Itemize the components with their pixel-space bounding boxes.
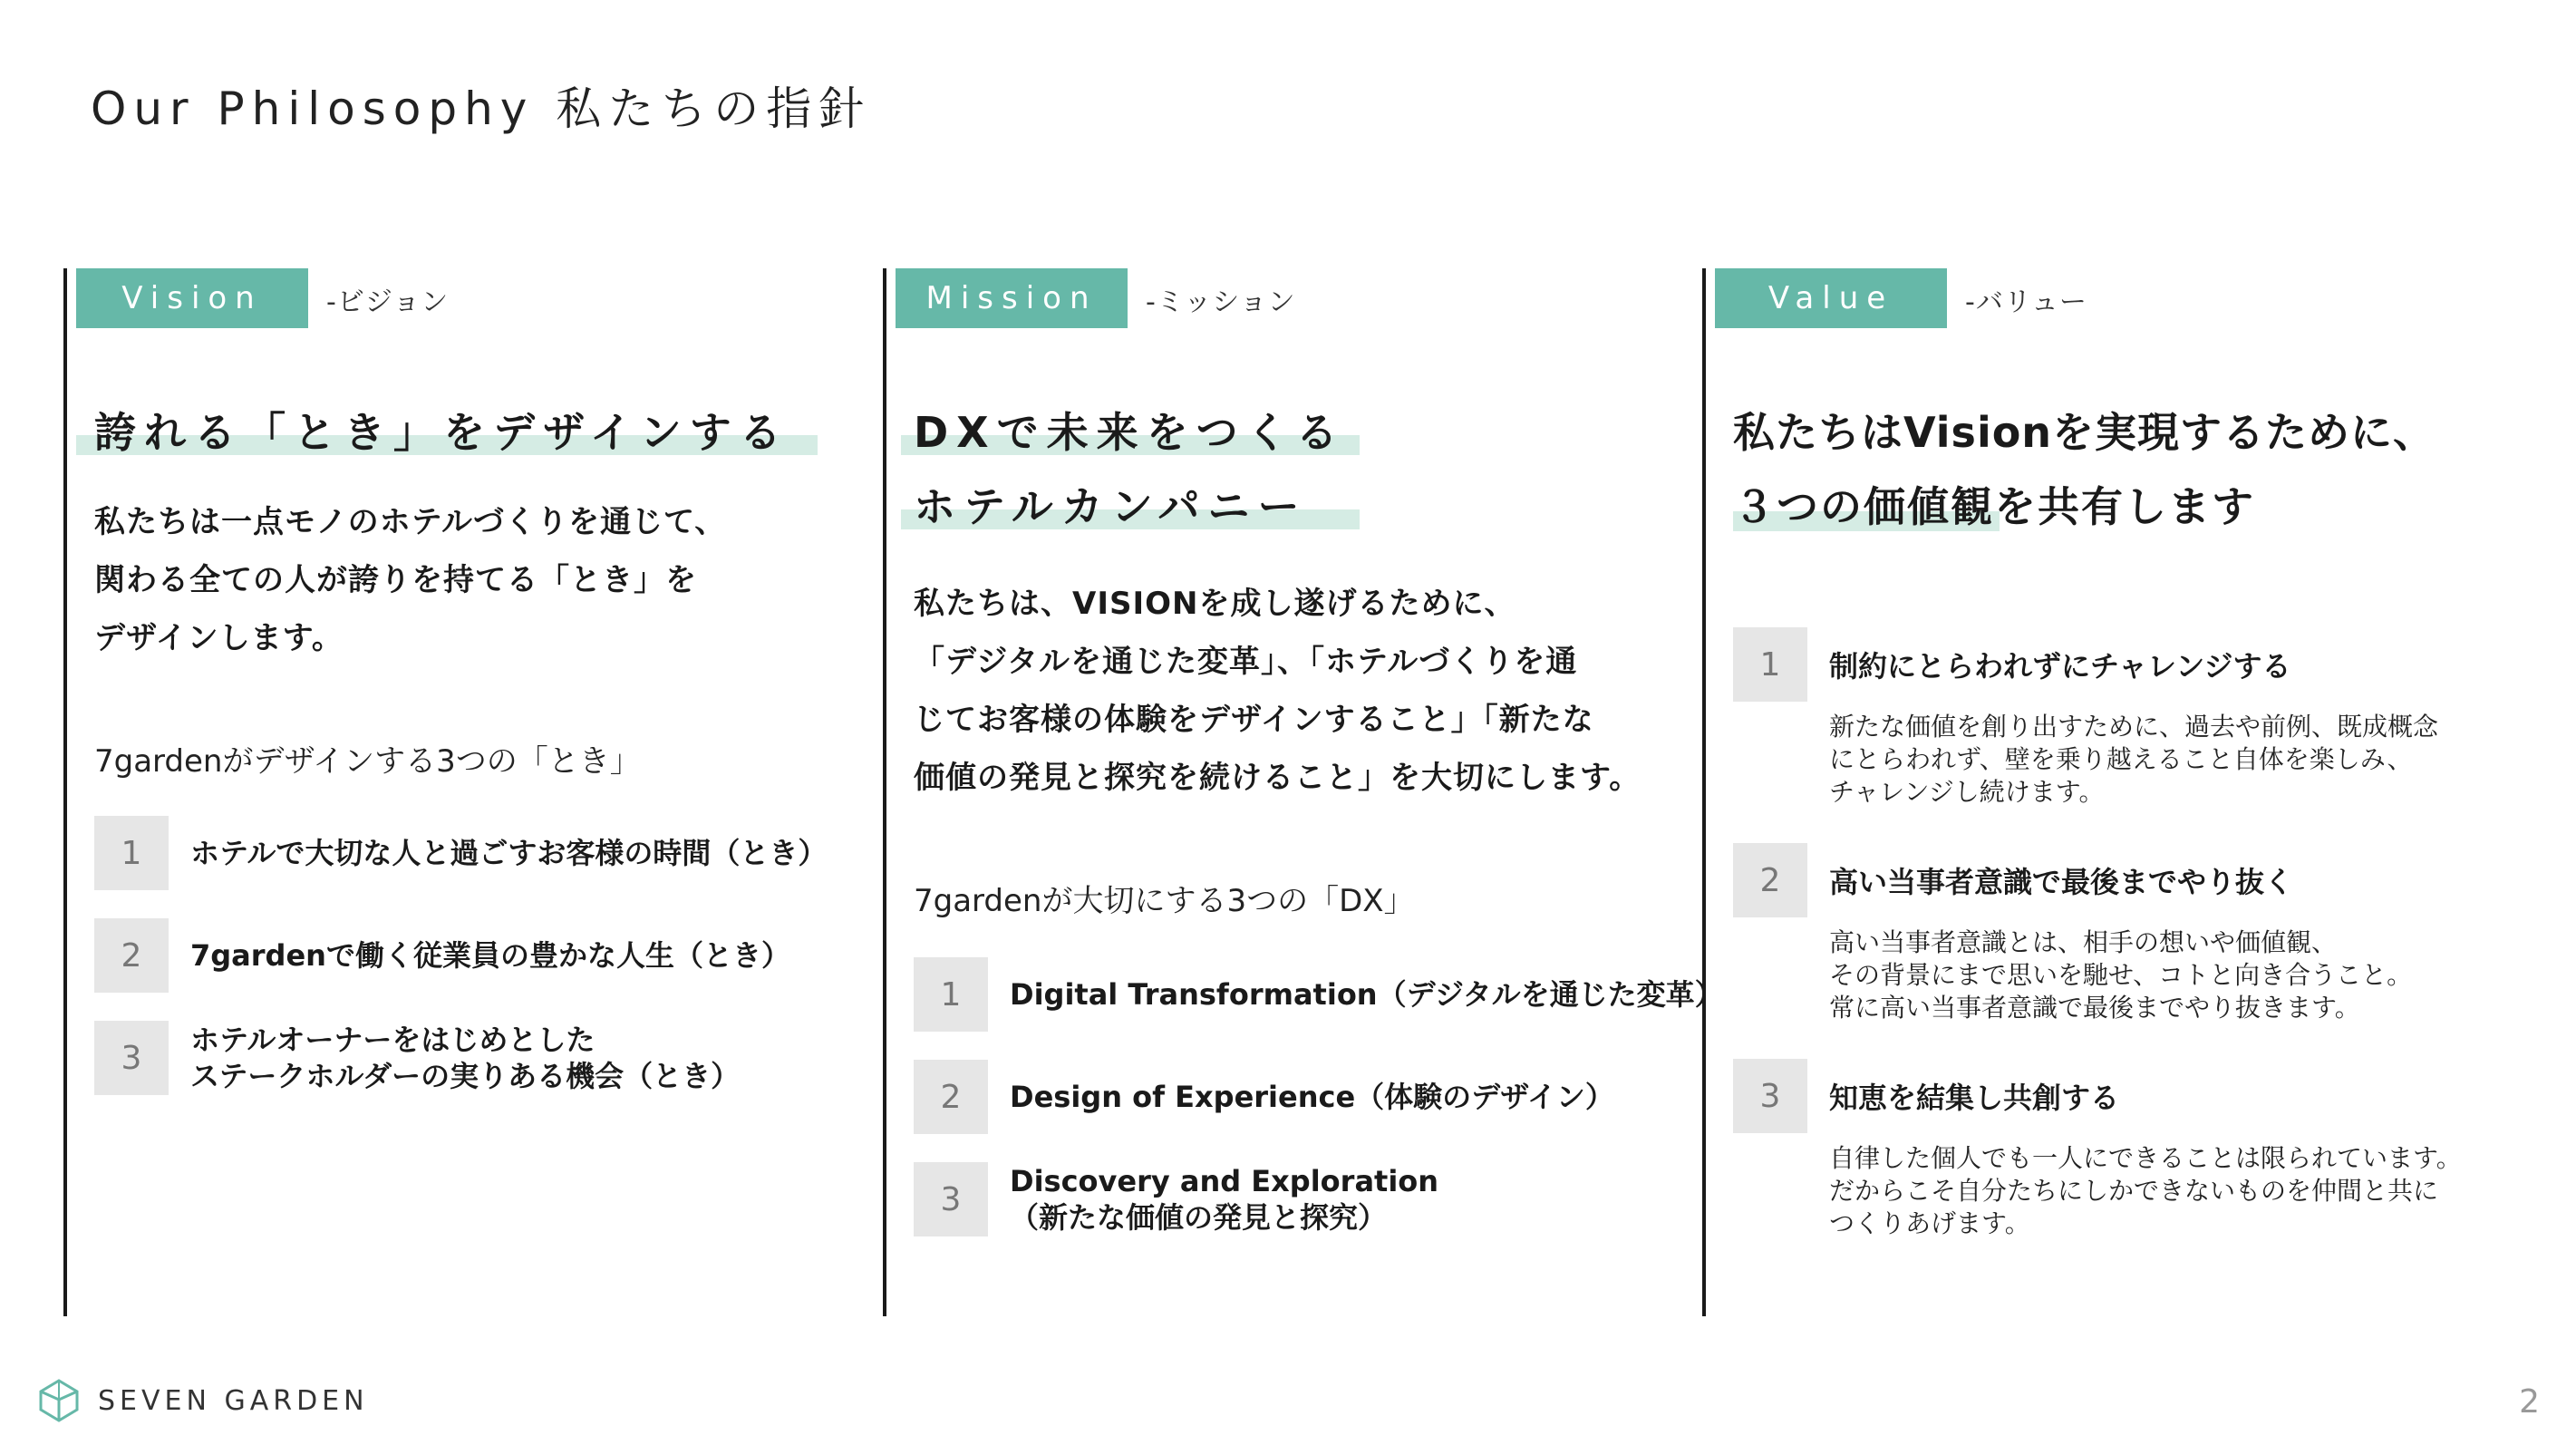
value-tag: Value — [1715, 268, 1947, 328]
list-item — [94, 918, 883, 993]
value-list — [1733, 627, 2522, 1275]
value-item-title: 高い当事者意識で最後までやり抜く — [1829, 865, 2294, 899]
value-item-description: 新たな価値を創り出すために、過去や前例、既成概念 にとらわれず、壁を乗り越えること自体を楽しみ、 チャレンジし続けます。 — [1829, 712, 2439, 807]
list-text: 7gardenで働く従業員の豊かな人生（とき） — [190, 938, 790, 973]
logo-text: SEVEN GARDEN — [98, 1384, 369, 1417]
list-item — [1733, 627, 2522, 843]
list-text: ホテルオーナーをはじめとした ステークホルダーの実りある機会（とき） — [190, 1023, 741, 1093]
page-title: Our Philosophy 私たちの指針 — [91, 82, 872, 135]
page-number: 2 — [2519, 1383, 2540, 1421]
vision-tag: Vision — [76, 268, 308, 328]
vision-body-line: 関わる全ての人が誇りを持てる「とき」を — [94, 562, 697, 598]
vision-column — [63, 268, 883, 1316]
list-item — [94, 1021, 883, 1095]
value-item-title: 制約にとらわれずにチャレンジする — [1829, 649, 2291, 684]
list-item — [94, 816, 883, 890]
list-text: Digital Transformation（デジタルを通じた変革） — [1010, 977, 1724, 1012]
mission-column — [883, 268, 1724, 1316]
list-number: 2 — [914, 1060, 988, 1134]
list-number: 1 — [1733, 627, 1807, 702]
list-number: 2 — [94, 918, 169, 993]
mission-tag: Mission — [896, 268, 1128, 328]
mission-headline-line: DXで未来をつくる — [914, 408, 1346, 457]
list-number: 2 — [1733, 843, 1807, 917]
value-item-title: 知恵を結集し共創する — [1829, 1081, 2120, 1115]
value-headline — [1733, 395, 2436, 544]
value-headline-line: 私たちはVisionを実現するために、 — [1733, 408, 2436, 457]
seven-garden-logo — [36, 1378, 369, 1423]
mission-body-line: じてお客様の体験をデザインすること」「新たな — [914, 702, 1594, 738]
list-number: 1 — [94, 816, 169, 890]
list-number: 3 — [914, 1162, 988, 1236]
vision-headline — [94, 395, 789, 470]
list-number: 3 — [1733, 1059, 1807, 1133]
mission-list — [914, 957, 1724, 1265]
list-text: Design of Experience（体験のデザイン） — [1010, 1080, 1614, 1114]
list-text: ホテルで大切な人と過ごすお客様の時間（とき） — [190, 836, 828, 870]
list-text: Discovery and Exploration （新たな価値の発見と探究） — [1010, 1164, 1439, 1235]
list-item — [1733, 1059, 2522, 1275]
mission-body-line: 価値の発見と探究を続けること」を大切にします。 — [914, 760, 1641, 796]
vision-list — [94, 816, 883, 1123]
list-number: 3 — [94, 1021, 169, 1095]
mission-body-line: 「デジタルを通じた変革」、「ホテルづくりを通 — [914, 644, 1578, 680]
mission-headline — [914, 395, 1346, 544]
mission-headline-line: ホテルカンパニー — [914, 482, 1308, 531]
value-headline-line: ３つの価値観を共有します — [1733, 482, 2255, 531]
mission-subtitle: -ミッション — [1146, 286, 1296, 318]
value-item-description: 自律した個人でも一人にできることは限られています。 だからこそ自分たちにしかできないものを仲間と共に つくりあげます。 — [1829, 1143, 2462, 1238]
vision-subheading: 7gardenがデザインする3つの「とき」 — [94, 743, 641, 780]
list-number: 1 — [914, 957, 988, 1032]
vision-body-line: 私たちは一点モノのホテルづくりを通じて、 — [94, 504, 727, 540]
list-item — [1733, 843, 2522, 1059]
value-subtitle: -バリュー — [1965, 286, 2087, 318]
list-item — [914, 957, 1724, 1032]
mission-subheading: 7gardenが大切にする3つの「DX」 — [914, 883, 1415, 919]
mission-body — [914, 575, 1641, 807]
list-item — [914, 1162, 1702, 1236]
value-column — [1702, 268, 2522, 1316]
vision-headline-line: 誇れる「とき」をデザインする — [94, 408, 789, 457]
vision-subtitle: -ビジョン — [326, 286, 450, 318]
vision-body — [94, 493, 726, 667]
gem-logo-icon — [36, 1378, 82, 1423]
value-item-description: 高い当事者意識とは、相手の想いや価値観、 その背景にまで思いを馳せ、コトと向き合うこと。 常に高い当事者意識で最後までやり抜きます。 — [1829, 927, 2413, 1023]
mission-body-line: 私たちは、VISIONを成し遂げるために、 — [914, 586, 1516, 622]
vision-body-line: デザインします。 — [94, 620, 344, 656]
list-item — [914, 1060, 1702, 1134]
